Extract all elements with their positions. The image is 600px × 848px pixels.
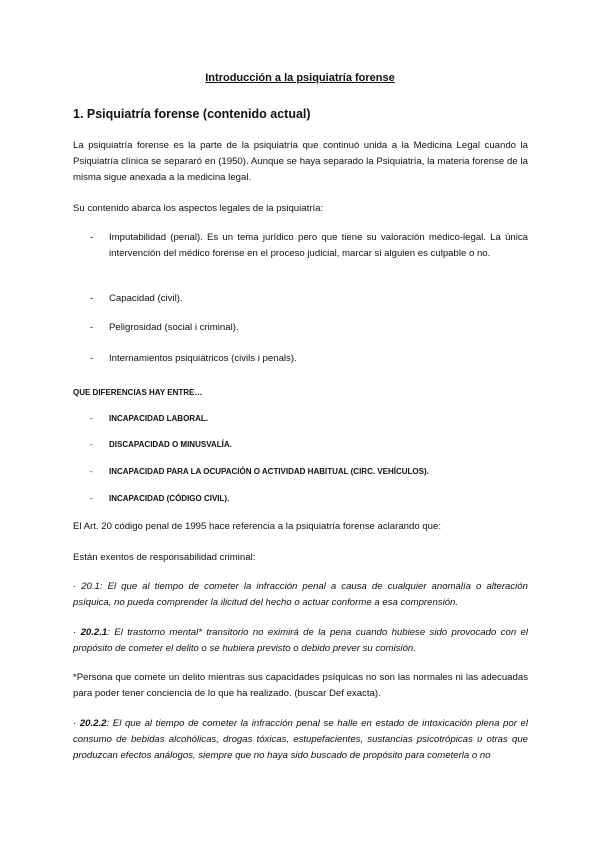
article-item-20-1 <box>73 579 528 611</box>
list-item-incapacidad-laboral <box>90 414 208 423</box>
section-heading: 1. Psiquiatría forense (contenido actual) <box>73 107 311 121</box>
list-item-text: DISCAPACIDAD O MINUSVALÍA. <box>109 440 232 449</box>
item-text: : El trastorno mental* transitorio no eximirá de la pena cuando hubiese sido provocado con el propósito de cometer el delito o se hubiera previsto o debido prever su comisión. <box>73 627 528 654</box>
bullet-dash: - <box>90 353 94 364</box>
list-item-text: Peligrosidad (social i criminal). <box>109 322 239 333</box>
exempt-paragraph: Están exentos de responsabilidad criminal: <box>73 552 256 563</box>
item-code: 20.2.1 <box>80 627 108 638</box>
list-item-text: Capacidad (civil). <box>109 293 183 304</box>
content-intro: Su contenido abarca los aspectos legales de la psiquiatría: <box>73 203 324 214</box>
footnote-paragraph: *Persona que comete un delito mientras sus capacidades psíquicas no son las normales ni las adecuadas para poder tener conciencia de lo que ha realizado. (buscar Def exacta). <box>73 672 528 699</box>
list-item-internamientos <box>90 351 528 367</box>
list-item-peligrosidad <box>90 320 528 336</box>
article-item-20-2-1 <box>73 625 528 657</box>
list-item-incapacidad-civil <box>90 494 229 503</box>
intro-paragraph: La psiquiatría forense es la parte de la psiquiatría que continuó unida a la Medicina Legal cuando la Psiquiatría clínica se separaró en (1950). Aunque se haya separado la Psiquiatría, la materia forense de la misma sigue anexada a la medicina legal. <box>73 140 528 183</box>
article-paragraph: El Art. 20 código penal de 1995 hace referencia a la psiquiatría forense aclarando que: <box>73 521 442 532</box>
list-item-text: INCAPACIDAD LABORAL. <box>109 414 208 423</box>
item-text: : El que al tiempo de cometer la infracción penal a causa de cualquier anomalía o alteración psíquica, no pueda comprender la ilicitud del hecho o actuar conforme a esa comprensión. <box>73 581 528 608</box>
item-code: 20.2.2 <box>79 718 107 729</box>
bullet-dash: - <box>90 414 93 423</box>
bullet-dash: - <box>90 322 94 333</box>
bullet-dash: - <box>90 467 93 476</box>
item-prefix: · <box>73 581 82 592</box>
bullet-dash: - <box>90 293 94 304</box>
item-prefix: · <box>73 718 80 729</box>
differences-heading: QUE DIFERENCIAS HAY ENTRE… <box>73 388 203 397</box>
bullet-dash: - <box>90 232 94 243</box>
list-item-text: Imputabilidad (penal). Es un tema jurídico pero que tiene su valoración médico-legal. La única intervención del médico forense en el proceso judicial, marcar si alguien es culpable o no. <box>109 232 528 259</box>
bullet-dash: - <box>90 440 93 449</box>
list-item-text: Internamientos psiquiátricos (civils i penals). <box>109 353 297 364</box>
document-title: Introducción a la psiquiatría forense <box>205 72 395 84</box>
list-item-text: INCAPACIDAD PARA LA OCUPACIÓN O ACTIVIDAD HABITUAL (CIRC. VEHÍCULOS). <box>109 467 429 476</box>
list-item-text: INCAPACIDAD (CÓDIGO CIVIL). <box>109 494 230 503</box>
article-item-20-2-2 <box>73 716 528 764</box>
list-item-capacidad <box>90 291 528 307</box>
list-item-imputabilidad <box>90 230 528 262</box>
item-text: : El que al tiempo de cometer la infracción penal se halle en estado de intoxicación plena por el consumo de bebidas alcohólicas, drogas tóxicas, estupefacientes, sustancias psicotrópicas u otras que produzcan efectos análogos, siempre que no haya sido buscado de propósito para cometerla o no <box>73 718 528 761</box>
item-code: 20.1 <box>81 581 100 592</box>
list-item-discapacidad <box>90 440 232 449</box>
bullet-dash: - <box>90 494 93 503</box>
list-item-incapacidad-ocupacion <box>90 467 429 476</box>
item-prefix: · <box>73 627 81 638</box>
